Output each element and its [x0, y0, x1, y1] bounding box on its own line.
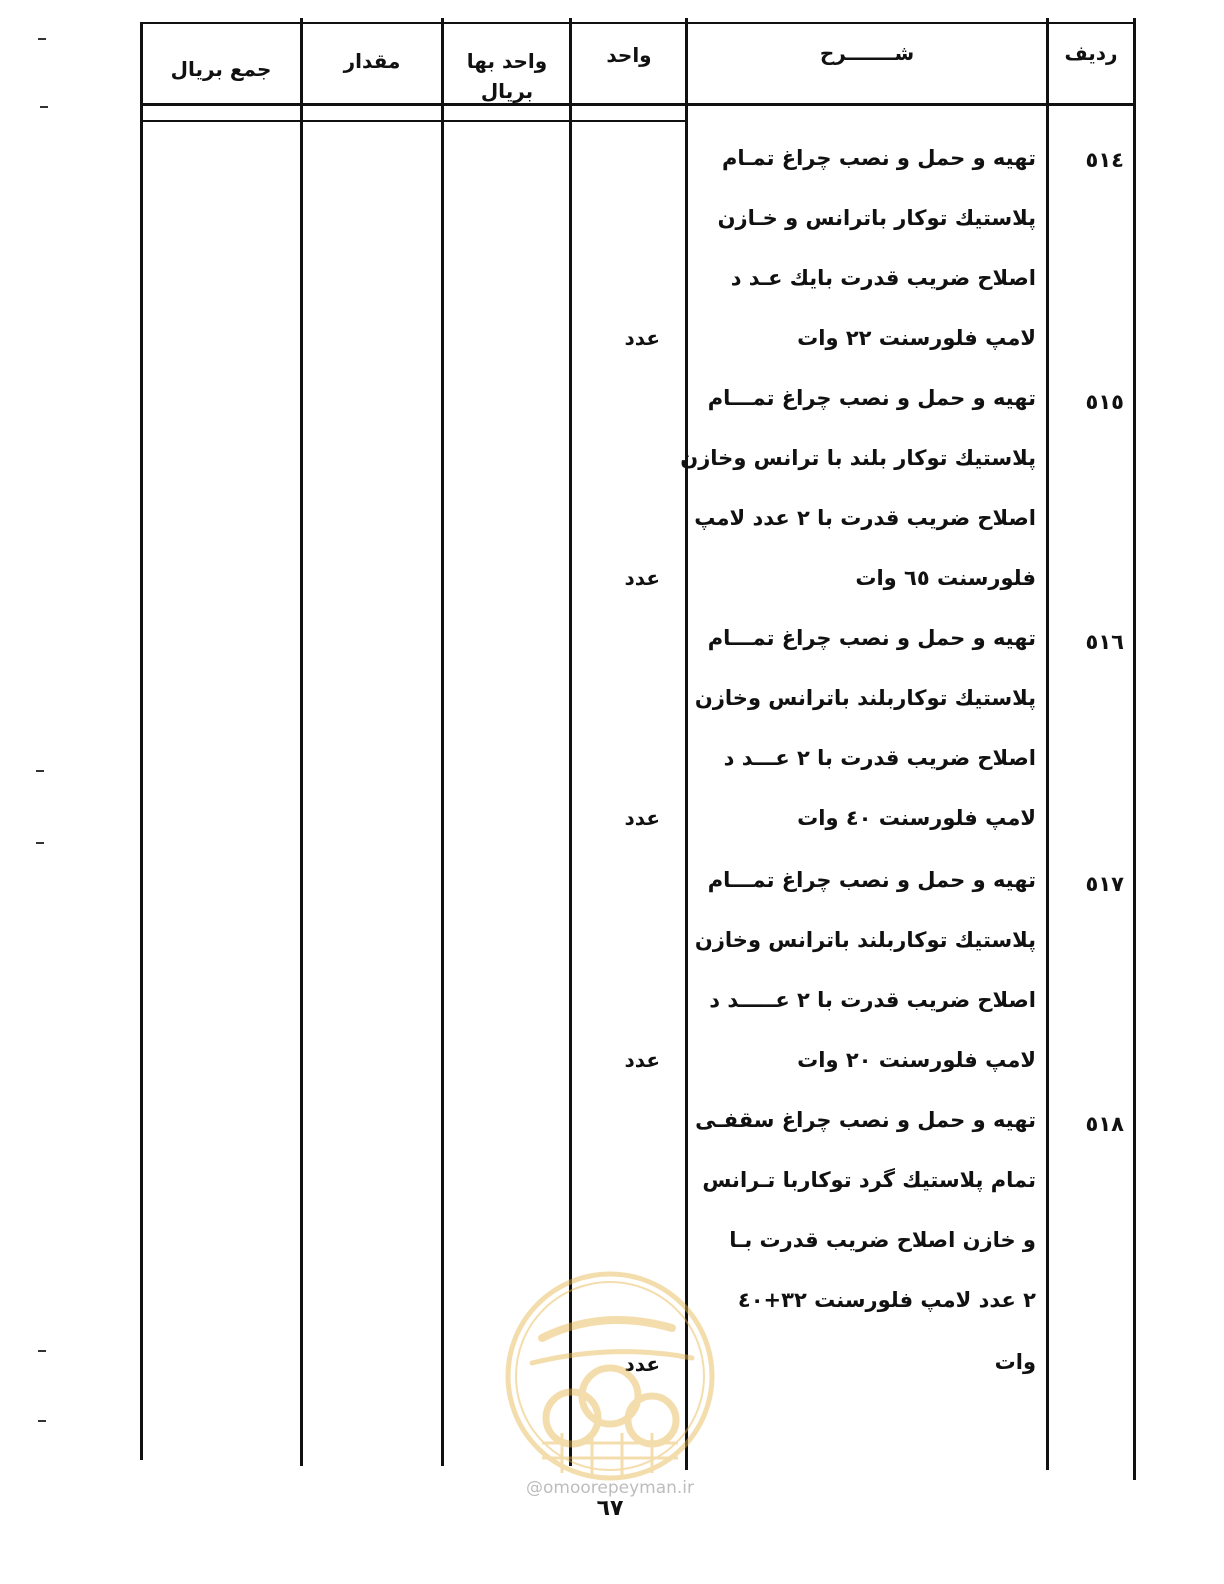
margin-mark: [36, 770, 44, 772]
unit-value: عدد: [624, 806, 660, 830]
description-line: اصلاح ضریب قدرت با ٢ عـــــد د: [709, 988, 1036, 1012]
unit-value: عدد: [624, 1048, 660, 1072]
column-divider-quantity-total: [300, 18, 303, 1466]
description-line: فلورسنت ٦٥ وات: [855, 566, 1036, 590]
watermark-seal-icon: [502, 1268, 718, 1484]
header-total: جمع بریال: [170, 57, 272, 81]
header-unit-price-line1: واحد بها: [466, 49, 548, 73]
row-number: ٥١٦: [1085, 630, 1124, 654]
column-divider-description-unit: [685, 18, 688, 1470]
table-border-top: [140, 22, 1136, 24]
margin-mark: [36, 842, 44, 844]
row-number: ٥١٤: [1085, 148, 1124, 172]
header-row-number: ردیف: [1064, 41, 1118, 65]
page-number: ٦٧: [596, 1496, 624, 1521]
description-line: اصلاح ضریب قدرت با ٢ عـــد د: [723, 746, 1036, 770]
watermark-url: @omoorepeyman.ir: [525, 1478, 695, 1498]
header-separator-second: [140, 120, 686, 122]
description-line: تهیه و حمل و نصب چراغ تمـام: [722, 146, 1036, 170]
unit-value: عدد: [624, 1352, 660, 1376]
description-line: ٢ عدد لامپ فلورسنت ٣٢+٤٠: [737, 1288, 1036, 1312]
header-quantity: مقدار: [343, 49, 401, 73]
margin-mark: [38, 1420, 46, 1422]
margin-mark: [40, 106, 48, 108]
margin-mark: [38, 1350, 46, 1352]
unit-value: عدد: [624, 326, 660, 350]
description-line: تمام پلاستیك گرد توكاربا تـرانس: [702, 1168, 1036, 1192]
description-line: پلاستیك توكاربلند باترانس وخازن: [694, 686, 1036, 710]
table-border-left: [140, 22, 143, 1460]
description-line: لامپ فلورسنت ٢٠ وات: [797, 1048, 1036, 1072]
column-divider-row-description: [1046, 18, 1049, 1470]
margin-mark: [38, 38, 46, 40]
header-description: شـــــــرح: [819, 41, 915, 65]
description-line: اصلاح ضریب قدرت بایك عـد د: [730, 266, 1036, 290]
description-line: لامپ فلورسنت ٢٢ وات: [797, 326, 1036, 350]
unit-value: عدد: [624, 566, 660, 590]
description-line: وات: [994, 1350, 1036, 1374]
description-line: اصلاح ضریب قدرت با ٢ عدد لامپ: [694, 506, 1036, 530]
row-number: ٥١٧: [1085, 872, 1124, 896]
column-divider-price-quantity: [441, 18, 444, 1466]
description-line: تهیه و حمل و نصب چراغ تمـــام: [707, 868, 1036, 892]
header-unit-price-line2: بریال: [480, 79, 534, 103]
row-number: ٥١٨: [1085, 1112, 1124, 1136]
row-number: ٥١٥: [1085, 390, 1124, 414]
description-line: پلاستیك توكاربلند باترانس وخازن: [694, 928, 1036, 952]
table-border-right: [1133, 18, 1136, 1480]
header-separator: [140, 103, 1136, 106]
description-line: پلاستیك توكار باترانس و خـازن: [717, 206, 1036, 230]
header-unit: واحد: [606, 43, 652, 67]
description-line: پلاستیك توكار بلند با ترانس وخازن: [680, 446, 1036, 470]
description-line: لامپ فلورسنت ٤٠ وات: [797, 806, 1036, 830]
description-line: و خازن اصلاح ضریب قدرت بـا: [729, 1228, 1036, 1252]
description-line: تهیه و حمل و نصب چراغ تمـــام: [707, 386, 1036, 410]
column-divider-unit-price: [569, 18, 572, 1466]
description-line: تهیه و حمل و نصب چراغ سقفـی: [695, 1108, 1036, 1132]
description-line: تهیه و حمل و نصب چراغ تمـــام: [707, 626, 1036, 650]
